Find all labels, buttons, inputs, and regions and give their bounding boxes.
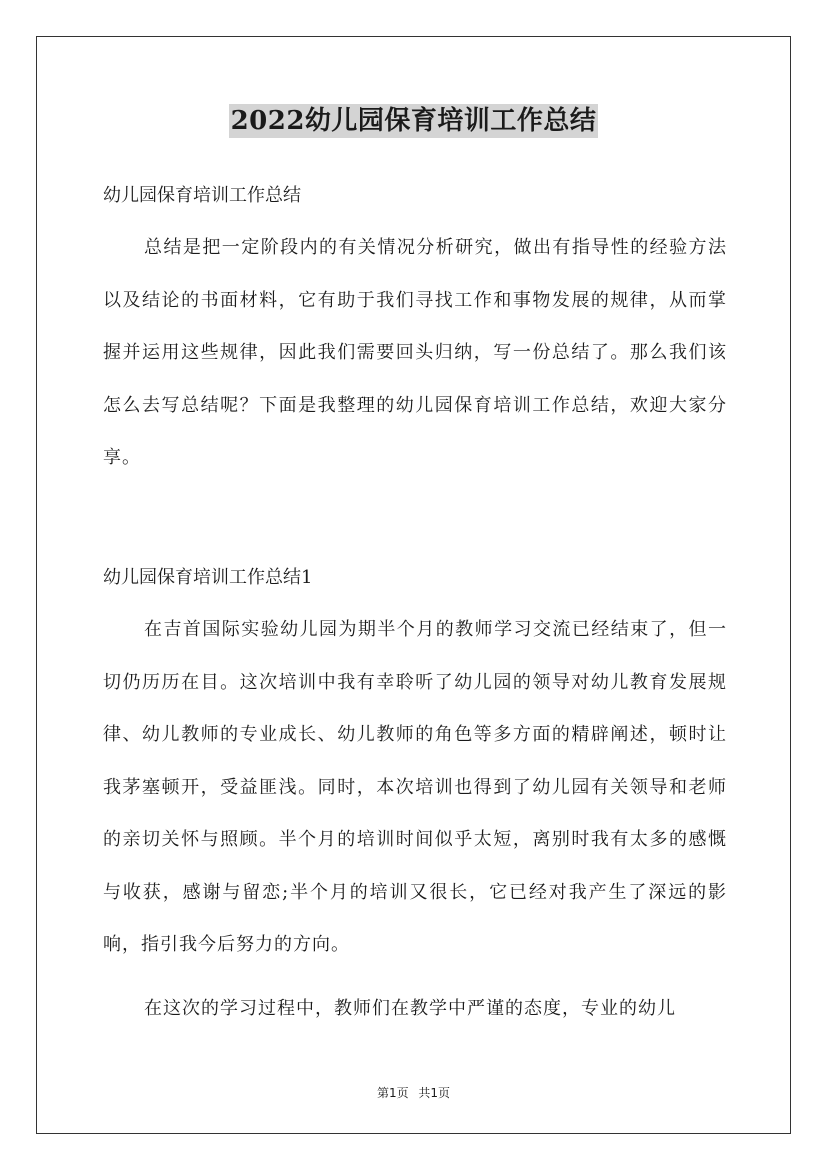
page-number: 第1页 [376,1086,409,1100]
body-paragraph: 在吉首国际实验幼儿园为期半个月的教师学习交流已经结束了，但一切仍历历在目。这次培训中我有幸聆听了幼儿园的领导对幼儿教育发展规律、幼儿教师的专业成长、幼儿教师的角色等多方面的精辟阐述，顿时让我茅塞顿开，受益匪浅。同时，本次培训也得到了幼儿园有关领导和老师的亲切关怀与照顾。半个月的培训时间似乎太短，离别时我有太多的感慨与收获，感谢与留恋;半个月的培训又很长，它已经对我产生了深远的影响，指引我今后努力的方向。 [103,619,727,955]
title-text: 2022幼儿园保育培训工作总结 [230,106,597,136]
body-paragraph: 在这次的学习过程中，教师们在教学中严谨的态度，专业的幼儿 [144,998,676,1019]
section-heading: 幼儿园保育培训工作总结 [103,185,301,206]
page-footer [0,1084,827,1101]
section-heading-1: 幼儿园保育培训工作总结1 [103,567,313,588]
intro-paragraph: 总结是把一定阶段内的有关情况分析研究，做出有指导性的经验方法以及结论的书面材料，它有助于我们寻找工作和事物发展的规律，从而掌握并运用这些规律，因此我们需要回头归纳，写一份总结了。那么我们该怎么去写总结呢？下面是我整理的幼儿园保育培训工作总结，欢迎大家分享。 [103,237,727,468]
document-title [0,100,827,137]
page-total: 共1页 [418,1086,451,1100]
